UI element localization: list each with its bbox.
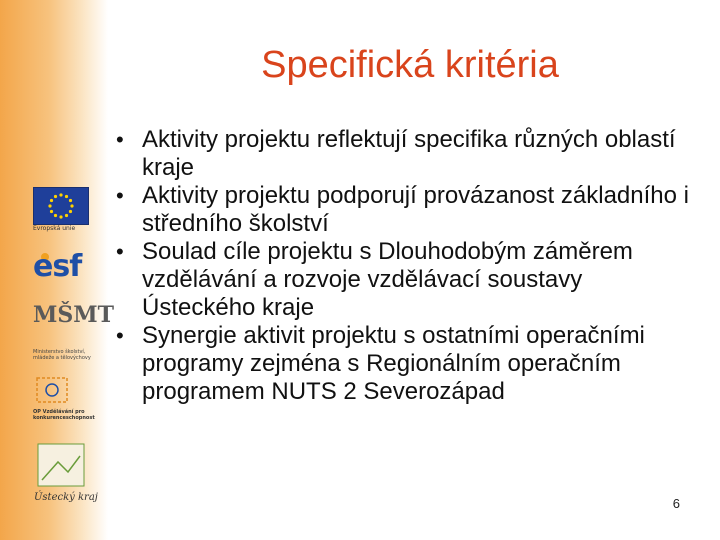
bullet-text: Synergie aktivit projektu s ostatními operačními programy zejména s Regionálním operačním programem NUTS 2 Severozápad	[142, 322, 645, 405]
ustecky-kraj-caption: Ústecký kraj	[34, 492, 98, 503]
op-logo-icon	[33, 375, 107, 430]
msmt-caption: Ministerstvo školství, mládeže a tělovýchovy	[33, 349, 91, 361]
ustecky-kraj-emblem-icon	[28, 440, 100, 490]
msmt-mark: MŠMT	[33, 302, 114, 328]
bullet-icon: •	[116, 127, 124, 152]
bullet-item	[110, 238, 700, 322]
bullet-list	[110, 126, 700, 406]
bullet-item	[110, 126, 700, 182]
bullet-icon: •	[116, 239, 124, 264]
esf-text: esf	[33, 249, 82, 284]
eu-flag-icon	[33, 187, 89, 225]
op-emblem-icon	[33, 375, 73, 405]
slide-title: Specifická kritéria	[261, 44, 559, 86]
bullet-text: Aktivity projektu podporují provázanost základního i středního školství	[142, 182, 689, 237]
page-number: 6	[672, 496, 680, 511]
bullet-text: Aktivity projektu reflektují specifika různých oblastí kraje	[142, 126, 676, 181]
op-caption: OP Vzdělávání pro konkurenceschopnost	[33, 409, 95, 421]
eu-logo	[33, 187, 89, 237]
esf-logo-icon	[33, 249, 93, 285]
bullet-item	[110, 322, 700, 406]
msmt-logo-icon	[33, 302, 114, 375]
eu-caption: Evropská unie	[33, 225, 76, 232]
bullet-item	[110, 182, 700, 238]
ustecky-kraj-logo-icon	[28, 440, 100, 510]
bullet-icon: •	[116, 323, 124, 348]
eu-stars	[34, 188, 88, 224]
bullet-icon: •	[116, 183, 124, 208]
bullet-text: Soulad cíle projektu s Dlouhodobým záměrem vzdělávání a rozvoje vzdělávací soustavy Ústeckého kraje	[142, 238, 633, 321]
